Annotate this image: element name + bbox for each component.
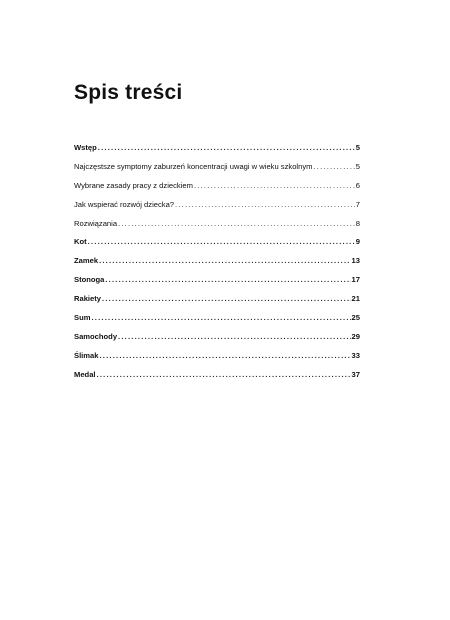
toc-dot-leader [194, 177, 355, 196]
toc-dot-leader [91, 309, 350, 328]
toc-entry-label: Sum [74, 313, 91, 323]
toc-dot-leader [102, 290, 351, 309]
toc-dot-leader [99, 347, 350, 366]
toc-entry-label: Zamek [74, 256, 99, 266]
toc-entry-wstep [74, 139, 360, 158]
toc-entry-page: 5 [355, 161, 360, 171]
toc-entry-zamek [74, 252, 360, 271]
toc-dot-leader [313, 158, 354, 177]
toc-entry-page: 7 [355, 199, 360, 209]
toc-entry-stonoga [74, 271, 360, 290]
toc-entry-symptomy [74, 158, 360, 177]
toc-entry-page: 21 [351, 294, 360, 304]
toc-entry-rozwoj [74, 196, 360, 215]
toc-entry-label: Najczęstsze symptomy zaburzeń koncentracji uwagi w wieku szkolnym [74, 161, 313, 171]
toc-dot-leader [105, 271, 350, 290]
toc-entry-kot [74, 233, 360, 252]
toc-entry-label: Kot [74, 237, 87, 247]
toc-entry-rozwiazania [74, 215, 360, 234]
toc-entry-page: 29 [351, 331, 360, 341]
toc-entry-label: Medal [74, 369, 96, 379]
toc-entry-page: 37 [351, 369, 360, 379]
toc-entry-page: 9 [355, 237, 360, 247]
toc-entry-zasady [74, 177, 360, 196]
toc-entry-slimak [74, 347, 360, 366]
toc-dot-leader [88, 233, 355, 252]
toc-entry-page: 33 [351, 350, 360, 360]
toc-entry-page: 17 [351, 275, 360, 285]
toc-dot-leader [99, 252, 350, 271]
toc-entry-label: Stonoga [74, 275, 105, 285]
toc-entry-label: Jak wspierać rozwój dziecka? [74, 199, 175, 209]
toc-dot-leader [118, 328, 351, 347]
toc-dot-leader [118, 215, 355, 234]
toc-entry-rakiety [74, 290, 360, 309]
toc-entry-samochody [74, 328, 360, 347]
toc-entry-sum [74, 309, 360, 328]
table-of-contents [74, 139, 360, 385]
toc-dot-leader [98, 139, 355, 158]
toc-entry-label: Rozwiązania [74, 218, 118, 228]
toc-entry-medal [74, 366, 360, 385]
toc-entry-page: 6 [355, 180, 360, 190]
toc-entry-page: 13 [351, 256, 360, 266]
toc-entry-label: Wybrane zasady pracy z dzieckiem [74, 180, 193, 190]
page-title: Spis treści [74, 81, 183, 104]
toc-entry-label: Samochody [74, 331, 118, 341]
toc-entry-page: 5 [355, 143, 360, 152]
toc-dot-leader [97, 366, 351, 385]
toc-entry-page: 25 [351, 313, 360, 323]
toc-entry-page: 8 [355, 218, 360, 228]
toc-entry-label: Rakiety [74, 294, 102, 304]
toc-dot-leader [175, 196, 355, 215]
toc-entry-label: Ślimak [74, 350, 99, 360]
toc-entry-label: Wstęp [74, 143, 97, 152]
